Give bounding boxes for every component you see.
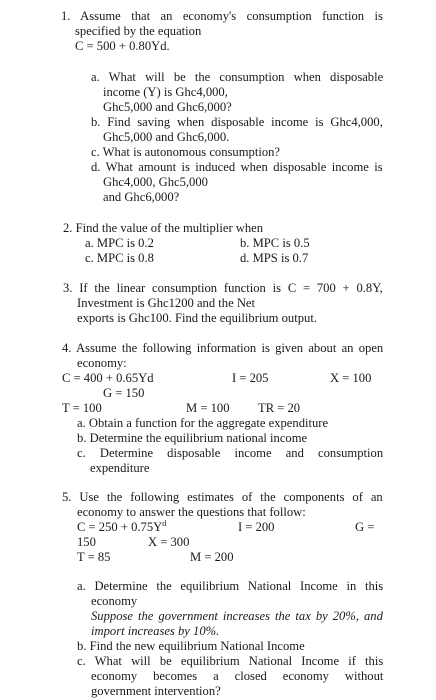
q5-imports: M = 200 xyxy=(190,550,234,564)
q4-consumption-function: C = 400 + 0.65Yd xyxy=(62,371,154,385)
q4-part-c-line2: expenditure xyxy=(90,461,150,475)
q4-tax: T = 100 xyxy=(62,401,102,415)
q3-line3: exports is Ghc100. Find the equilibrium output. xyxy=(77,311,317,325)
q4-stem-line1: 4. Assume the following information is given about an open xyxy=(62,341,384,355)
q2-part-b: b. MPC is 0.5 xyxy=(240,236,310,250)
q5-tax: T = 85 xyxy=(77,550,111,564)
q4-part-b: b. Determine the equilibrium national income xyxy=(77,431,308,445)
q5-scenario-note-line1: Suppose the government increases the tax by 20%, and xyxy=(91,609,383,623)
q5-exports: X = 300 xyxy=(148,535,190,549)
q2-part-a: a. MPC is 0.2 xyxy=(85,236,154,250)
q1-part-a-line3: Ghc5,000 and Ghc6,000? xyxy=(103,100,232,114)
q5-part-c-line2: economy becomes a closed economy without xyxy=(91,669,384,683)
q1-part-b-line1: b. Find saving when disposable income is Ghc4,000, xyxy=(91,115,383,129)
q4-transfers: TR = 20 xyxy=(258,401,301,415)
q2-part-c: c. MPC is 0.8 xyxy=(85,251,154,265)
q5-stem-line1: 5. Use the following estimates of the components of an xyxy=(62,490,383,504)
q1-consumption-equation: C = 500 + 0.80Yd. xyxy=(75,39,170,53)
q1-stem-line2: specified by the equation xyxy=(75,24,202,38)
q5-consumption-function: $C = 250 + 0.75Y^d$ xyxy=(77,518,167,534)
q1-part-b-line2: Ghc5,000 and Ghc6,000. xyxy=(103,130,230,144)
q3-line2: Investment is Ghc1200 and the Net xyxy=(77,296,256,310)
q1-part-d-line3: and Ghc6,000? xyxy=(103,190,180,204)
q1-part-a-line1: a. What will be the consumption when disposable xyxy=(91,70,384,84)
q2-stem: 2. Find the value of the multiplier when xyxy=(63,221,264,235)
q5-part-c-line3: government intervention? xyxy=(91,684,221,698)
q4-investment: I = 205 xyxy=(232,371,269,385)
q4-government: G = 150 xyxy=(103,386,145,400)
q5-part-a-line1: a. Determine the equilibrium National Income in this xyxy=(77,579,384,593)
q4-exports: X = 100 xyxy=(330,371,372,385)
q1-part-c: c. What is autonomous consumption? xyxy=(91,145,280,159)
q5-government-label: G = xyxy=(355,520,375,534)
q5-investment: I = 200 xyxy=(238,520,275,534)
q2-part-d: d. MPS is 0.7 xyxy=(240,251,309,265)
q5-part-c-line1: c. What will be equilibrium National Income if this xyxy=(77,654,384,668)
q1-part-d-line2: Ghc4,000, Ghc5,000 xyxy=(103,175,208,189)
q1-part-d-line1: d. What amount is induced when disposable income is xyxy=(91,160,383,174)
q4-imports: M = 100 xyxy=(186,401,230,415)
q5-government-value: 150 xyxy=(77,535,96,549)
q4-part-c-line1: c. Determine disposable income and consumption xyxy=(77,446,384,460)
q1-stem-line1: 1. Assume that an economy's consumption function is xyxy=(61,9,383,23)
q4-stem-line2: economy: xyxy=(77,356,127,370)
q1-part-a-line2: income (Y) is Ghc4,000, xyxy=(103,85,228,99)
q5-part-b: b. Find the new equilibrium National Income xyxy=(77,639,305,653)
q3-line1: 3. If the linear consumption function is C = 700 + 0.8Y, xyxy=(63,281,383,295)
q5-scenario-note-line2: import increases by 10%. xyxy=(91,624,220,638)
q5-part-a-line2: economy xyxy=(91,594,138,608)
q4-part-a: a. Obtain a function for the aggregate expenditure xyxy=(77,416,329,430)
q5-stem-line2: economy to answer the questions that follow: xyxy=(77,505,306,519)
